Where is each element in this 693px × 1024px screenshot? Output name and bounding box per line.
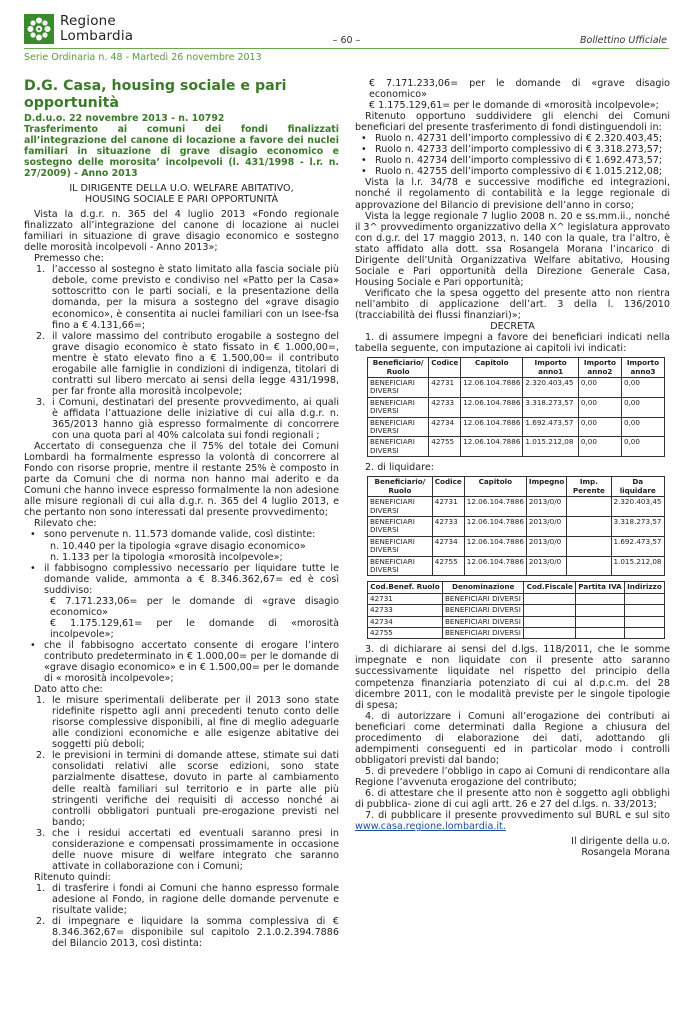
table-cell: 1.015.212,08 — [523, 437, 579, 457]
table-row — [368, 516, 665, 536]
impegni-table — [367, 357, 665, 457]
ruolo-bullet — [361, 155, 670, 166]
table-cell: 1.692.473,57 — [523, 417, 579, 437]
dato-atto-label: Dato atto che: — [34, 684, 103, 696]
table-cell: 42731 — [432, 497, 464, 517]
column-header: Indirizzo — [624, 582, 664, 593]
table-cell: 42734 — [368, 616, 443, 627]
column-header: Cod.Fiscale — [524, 582, 576, 593]
signature-line-1: Il dirigente della u.o. — [571, 836, 670, 848]
rilevato-sub-item: € 7.171.233,06= per le domande di «grave disagio economico» — [50, 595, 339, 618]
table-row — [368, 556, 665, 576]
table-cell: BENEFICIARI DIVERSI — [442, 593, 524, 604]
amount-line: € 7.171.233,06= per le domande di «grave disagio economico» — [369, 78, 670, 101]
item-number: 3. — [36, 827, 46, 839]
column-header: Impegno — [526, 477, 566, 497]
item-text: il valore massimo del contributo erogabile a sostegno del grave disagio economico è stato fissato in € 1.000,00=, mentre è stato elevato fino a € 1.500,00= il contributo erogabile alle famiglie in condizioni di indigenza, titolari di contratti sul libero mercato ai sensi della legge 431/1998, per far fronte alla morosità incolpevole; — [52, 330, 339, 397]
rilevato-sub-item: n. 10.440 per la tipologia «grave disagio economico» — [50, 540, 306, 552]
table-row — [368, 593, 665, 604]
ruolo-bullet — [361, 144, 670, 155]
table-cell: 2013/0/0 — [526, 536, 566, 556]
table-header-row — [368, 477, 665, 497]
signature-line-2: Rosangela Morana — [581, 847, 670, 859]
vista-paragraph: Vista la d.g.r. n. 365 del 4 luglio 2013 «Fondo regionale finalizzato all’integrazione del canone di locazione ai nuclei familiari in situazione di grave disagio economico e sostegno delle morosità incolpevoli - Anno 2013»; — [24, 209, 339, 254]
decreta-item-6: 6. di attestare che il presente atto non è soggetto agli obblighi di pubblica- zione di cui agli artt. 26 e 27 del d.lgs. n. 33/2013; — [355, 787, 670, 811]
premesso-label: Premesso che: — [34, 253, 104, 265]
ritenuto-opportuno-paragraph: Ritenuto opportuno suddividere gli elenchi dei Comuni beneficiari del presente trasferimento di fondi distinguendoli in: — [355, 111, 670, 134]
table-cell: 42731 — [429, 377, 461, 397]
column-header: Beneficiario/ Ruolo — [368, 358, 429, 378]
table-cell — [567, 556, 611, 576]
signatory-line-2: HOUSING SOCIALE E PARI OPPORTUNITÀ — [84, 194, 279, 206]
table-cell: 0,00 — [621, 397, 664, 417]
table-cell: 1.692.473,57 — [611, 536, 665, 556]
table-cell: BENEFICIARI DIVERSI — [368, 397, 429, 417]
table-cell: 1.015.212,08 — [611, 556, 665, 576]
table-row — [368, 377, 665, 397]
bullet-text: Ruolo n. 42734 dell’importo complessivo di € 1.692.473,57; — [375, 155, 663, 167]
premesso-item — [36, 264, 339, 330]
table-row — [368, 536, 665, 556]
table-header-row — [368, 582, 665, 593]
item-text: le misure sperimentali deliberate per il 2013 sono state ridefinite rispetto agli anni precedenti tenuto conto delle risorse complessive disponibili, al fine di meglio adeguarle alle condizioni economiche e alle esigenze abitative dei soggetti più deboli; — [52, 695, 339, 751]
bullet-text: sono pervenute n. 11.573 domande valide, così distinte: — [44, 529, 316, 541]
column-header: Codice — [432, 477, 464, 497]
decreta-item-3: 3. di dichiarare ai sensi del d.lgs. 118/2011, che le somme impegnate e non liquidate con il presente atto saranno successivamente liquidate nel rispetto del principio della competenza finanziaria potenziato di cui al d.p.c.m. del 28 dicembre 2011, con le modalità previste per le singole tipologie di spesa; — [355, 644, 670, 711]
item-text: i Comuni, destinatari del presente provvedimento, ai quali è affidata l’attuazione delle iniziative di cui alla d.g.r. n. 365/2013 hanno già espresso formalmente di concorrere con una quota pari al 40% calcolata sui fondi regionali ; — [52, 396, 339, 442]
page-number: – 60 – — [332, 35, 361, 46]
column-header: Capitolo — [464, 477, 526, 497]
bullet-icon: • — [30, 529, 36, 541]
table-cell: 42731 — [368, 593, 443, 604]
table-cell — [567, 497, 611, 517]
item-text: che i residui accertati ed eventuali saranno presi in considerazione e compensati prossimamente in occasione delle nuove misure di welfare integrato che saranno attivate in collaborazione con i Comuni; — [52, 827, 339, 872]
premesso-item — [36, 331, 339, 397]
table-cell — [567, 536, 611, 556]
table-cell — [624, 593, 664, 604]
table-cell: 2.320.403,45 — [611, 497, 665, 517]
table-cell — [576, 593, 625, 604]
ritenuto-item — [36, 916, 339, 949]
column-header: Denominazione — [442, 582, 524, 593]
table-cell: 0,00 — [621, 377, 664, 397]
column-header: Codice — [429, 358, 461, 378]
table-cell: 0,00 — [578, 437, 621, 457]
table-row — [368, 616, 665, 627]
rilevato-sub-item: € 1.175.129,61= per le domande di «morosità incolpevole»; — [50, 617, 339, 640]
amount-line: € 1.175.129,61= per le domande di «morosità incolpevole»; — [369, 100, 659, 112]
column-header: Importo anno3 — [621, 358, 664, 378]
table-cell: 12.06.104.7886 — [464, 497, 526, 517]
table-cell: BENEFICIARI DIVERSI — [442, 605, 524, 616]
decreta-heading: DECRETA — [490, 321, 535, 333]
table-cell: 12.06.104.7886 — [464, 516, 526, 536]
bullet-text: che il fabbisogno accertato consente di erogare l’intero contributo predeterminato in € 1.000,00= per le domande di «grave disagio economico» e in € 1.500,00= per le domande di « morosità incolpevole»; — [44, 639, 339, 685]
column-header: Capitolo — [461, 358, 523, 378]
item-number: 2. — [36, 916, 46, 928]
table-cell — [524, 627, 576, 638]
right-column — [355, 78, 670, 858]
bullet-text: Ruolo n. 42731 dell’importo complessivo di € 2.320.403,45; — [375, 133, 663, 145]
serie-line: Serie Ordinaria n. 48 - Martedì 26 novembre 2013 — [24, 52, 262, 63]
item-text: di trasferire i fondi ai Comuni che hanno espresso formale adesione al Fondo, in ragione delle domande pervenute e risultate valide; — [52, 882, 339, 917]
table-cell: 12.06.104.7886 — [461, 377, 523, 397]
table-row — [368, 605, 665, 616]
table-cell: 12.06.104.7886 — [464, 556, 526, 576]
table-cell: 42755 — [432, 556, 464, 576]
table-cell: BENEFICIARI DIVERSI — [368, 377, 429, 397]
table-cell: 42734 — [432, 536, 464, 556]
table-cell: BENEFICIARI DIVERSI — [442, 616, 524, 627]
bullet-icon: • — [30, 639, 36, 651]
item-number: 1. — [36, 264, 46, 276]
table-cell: 2013/0/0 — [526, 516, 566, 536]
item-text: l’accesso al sostegno è stato limitato alla fascia sociale più debole, come previsto e condiviso nel «Patto per la Casa» sottoscritto con le parti sociali, e la presentazione della domanda, per la misura a sostegno del «grave disagio economico», è consentita ai nuclei familiari con un Isee-fsa fino a € 4.131,66=; — [52, 264, 339, 331]
table-cell: 42755 — [429, 437, 461, 457]
dato-atto-item — [36, 695, 339, 750]
table-row — [368, 397, 665, 417]
table-cell: BENEFICIARI DIVERSI — [368, 437, 429, 457]
item-number: 2. — [36, 750, 46, 762]
table-cell: 0,00 — [578, 377, 621, 397]
rilevato-bullet — [30, 563, 339, 596]
bullet-icon: • — [361, 133, 367, 145]
table-cell: 2.320.403,45 — [523, 377, 579, 397]
item-number: 1. — [36, 882, 46, 894]
table-cell: BENEFICIARI DIVERSI — [368, 536, 433, 556]
beneficiari-table — [367, 581, 665, 639]
bullet-icon: • — [30, 562, 36, 574]
item-number: 2. — [36, 330, 46, 342]
decreta-item-7-text: 7. di pubblicare il presente provvedimento sul BURL e sul sito — [365, 810, 670, 822]
table-cell: 0,00 — [578, 397, 621, 417]
decreta-item-2: 2. di liquidare: — [365, 462, 435, 474]
signatory-line-1: IL DIRIGENTE DELLA U.O. WELFARE ABITATIVO, — [69, 183, 294, 194]
table-cell: 12.06.104.7886 — [461, 437, 523, 457]
bullet-text: Ruolo n. 42755 dell’importo complessivo di € 1.015.212,08; — [375, 166, 663, 178]
table-row — [368, 497, 665, 517]
table-cell — [576, 605, 625, 616]
table-cell: 42733 — [432, 516, 464, 536]
table-row — [368, 417, 665, 437]
table-cell: BENEFICIARI DIVERSI — [442, 627, 524, 638]
vista-legge-paragraph: Vista la legge regionale 7 luglio 2008 n. 20 e ss.mm.ii., nonché il 3^ provvedimento organizzativo della X^ legislatura approvato con d.g.r. del 17 maggio 2013, n. 140 con la quale, tra l’altro, è stato affidato alla dott. ssa Rosangela Morana l’incarico di Dirigente dell’Unità Organizzativa Welfare abitativo, Housing Sociale e Pari opportunità della Direzione Generale Casa, Housing Sociale e Pari opportunità; — [355, 210, 670, 288]
item-text: le previsioni in termini di domande attese, stimate sui dati consolidati relativi alle scorse edizioni, sono state parzialmente disattese, dovuto in parte al cambiamento delle realtà familiari sul territorio e in parte alle più stringenti verifiche dei requisiti di accesso nonché ai controlli obbligatori puntuali pre-erogazione previsti nel bando; — [52, 750, 339, 828]
dato-atto-item — [36, 828, 339, 872]
table-cell: 42734 — [429, 417, 461, 437]
table-cell: 12.06.104.7886 — [461, 417, 523, 437]
column-header: Da liquidare — [611, 477, 665, 497]
ritenuto-item — [36, 883, 339, 916]
column-header: Partita IVA — [576, 582, 625, 593]
table-cell: BENEFICIARI DIVERSI — [368, 497, 433, 517]
ritenuto-label: Ritenuto quindi: — [34, 871, 111, 883]
table-header-row — [368, 358, 665, 378]
decree-title: Trasferimento ai comuni dei fondi finalizzati all’integrazione del canone di locazione a favore dei nuclei familiari in situazione di grave disagio economico e sostegno delle morosita’ incolpevoli (l. 431/1998 - l.r. n. 27/2009) - Anno 2013 — [24, 124, 339, 179]
table-cell: BENEFICIARI DIVERSI — [368, 417, 429, 437]
bullet-icon: • — [361, 155, 367, 167]
table-cell: 0,00 — [578, 417, 621, 437]
column-header: Cod.Benef. Ruolo — [368, 582, 443, 593]
rilevato-label: Rilevato che: — [34, 518, 97, 530]
decree-id: D.d.u.o. 22 novembre 2013 - n. 10792 — [24, 113, 225, 124]
casa-regione-link[interactable]: www.casa.regione.lombardia.it. — [355, 821, 506, 833]
section-title: D.G. Casa, housing sociale e pari opportunità — [24, 78, 287, 111]
rilevato-bullet — [30, 529, 339, 540]
table-cell: 3.318.273,57 — [523, 397, 579, 417]
bullet-text: il fabbisogno complessivo necessario per liquidare tutte le domande valide, ammonta a € 8.346.362,67= ed è così suddiviso: — [44, 562, 339, 596]
table-cell: 2013/0/0 — [526, 497, 566, 517]
table-cell: 42733 — [429, 397, 461, 417]
table-cell — [624, 605, 664, 616]
decreta-item-1: 1. di assumere impegni a favore dei beneficiari indicati nella tabella seguente, con imputazione ai capitoli ivi indicati: — [355, 332, 670, 355]
item-number: 1. — [36, 695, 46, 707]
table-cell — [624, 616, 664, 627]
table-cell — [576, 627, 625, 638]
table-cell — [624, 627, 664, 638]
premesso-item — [36, 397, 339, 441]
table-cell: BENEFICIARI DIVERSI — [368, 556, 433, 576]
column-header: Importo anno2 — [578, 358, 621, 378]
rilevato-bullet — [30, 640, 339, 684]
page-header — [0, 0, 693, 62]
accertato-paragraph: Accertato di conseguenza che il 75% del totale dei Comuni Lombardi ha formalmente espresso la volontà di concorrere al Fondo con risorse proprie, mentre il restante 25% è composto in parte da Comuni che di norma non hanno mai aderito e da Comuni che hanno invece espresso formalmente la non adesione alle misure regionali di cui alla d.g.r. n. 365 del 4 luglio 2013, e che pertanto non sono interessati dal presente provvedimento; — [24, 441, 339, 519]
rilevato-sub-item: n. 1.133 per la tipologia «morosità incolpevole»; — [50, 551, 283, 563]
column-header: Beneficiario/ Ruolo — [368, 477, 433, 497]
decreta-item-4: 4. di autorizzare i Comuni all’erogazione dei contributi ai beneficiari come determinati dalla Regione a chiusura del procedimento di elaborazione dei dati, adottando gli adempimenti conseguenti ed in particolar modo i controlli obbligatori previsti dal bando; — [355, 710, 670, 766]
item-number: 3. — [36, 396, 46, 408]
table-cell: 0,00 — [621, 437, 664, 457]
table-cell — [576, 616, 625, 627]
table-cell: 2013/0/0 — [526, 556, 566, 576]
liquidazione-table — [367, 476, 665, 576]
table-cell: 42755 — [368, 627, 443, 638]
ruolo-bullet — [361, 166, 670, 177]
publication-title: Bollettino Ufficiale — [579, 35, 667, 46]
bullet-icon: • — [361, 166, 367, 178]
verificato-paragraph: Verificato che la spesa oggetto del presente atto non rientra nell’ambito di applicazione dell’art. 3 della l. 136/2010 (tracciabilità dei flussi finanziari)»; — [355, 287, 670, 321]
table-cell: 12.06.104.7886 — [464, 536, 526, 556]
table-cell — [524, 616, 576, 627]
vista-lr-paragraph: Vista la l.r. 34/78 e successive modifiche ed integrazioni, nonché il regolamento di contabilità e la legge regionale di approvazione del Bilancio di previsione dell’anno in corso; — [355, 177, 670, 211]
decreta-item-5: 5. di prevedere l’obbligo in capo ai Comuni di rendicontare alla Regione l’avvenuta erogazione del contributo; — [355, 765, 670, 788]
item-text: di impegnare e liquidare la somma complessiva di € 8.346.362,67= disponibile sul capitolo 2.1.0.2.394.7886 del Bilancio 2013, così distinta: — [52, 916, 339, 950]
table-cell: 0,00 — [621, 417, 664, 437]
header-divider — [24, 48, 669, 49]
left-column — [24, 78, 339, 949]
table-row — [368, 437, 665, 457]
table-cell: 12.06.104.7886 — [461, 397, 523, 417]
dato-atto-item — [36, 750, 339, 827]
table-cell: BENEFICIARI DIVERSI — [368, 516, 433, 536]
column-header: Importo anno1 — [523, 358, 579, 378]
table-cell: 42733 — [368, 605, 443, 616]
table-cell — [567, 516, 611, 536]
decreta-item-7 — [355, 810, 670, 832]
ruolo-bullet — [361, 133, 670, 144]
column-header: Imp. Perente — [567, 477, 611, 497]
table-cell — [524, 593, 576, 604]
table-cell — [524, 605, 576, 616]
logo-line-2: Lombardia — [60, 28, 134, 44]
table-cell: 3.318.273,57 — [611, 516, 665, 536]
bullet-text: Ruolo n. 42733 dell’importo complessivo di € 3.318.273,57; — [375, 144, 663, 156]
bullet-icon: • — [361, 144, 367, 156]
table-row — [368, 627, 665, 638]
logo-line-1: Regione — [60, 13, 116, 29]
